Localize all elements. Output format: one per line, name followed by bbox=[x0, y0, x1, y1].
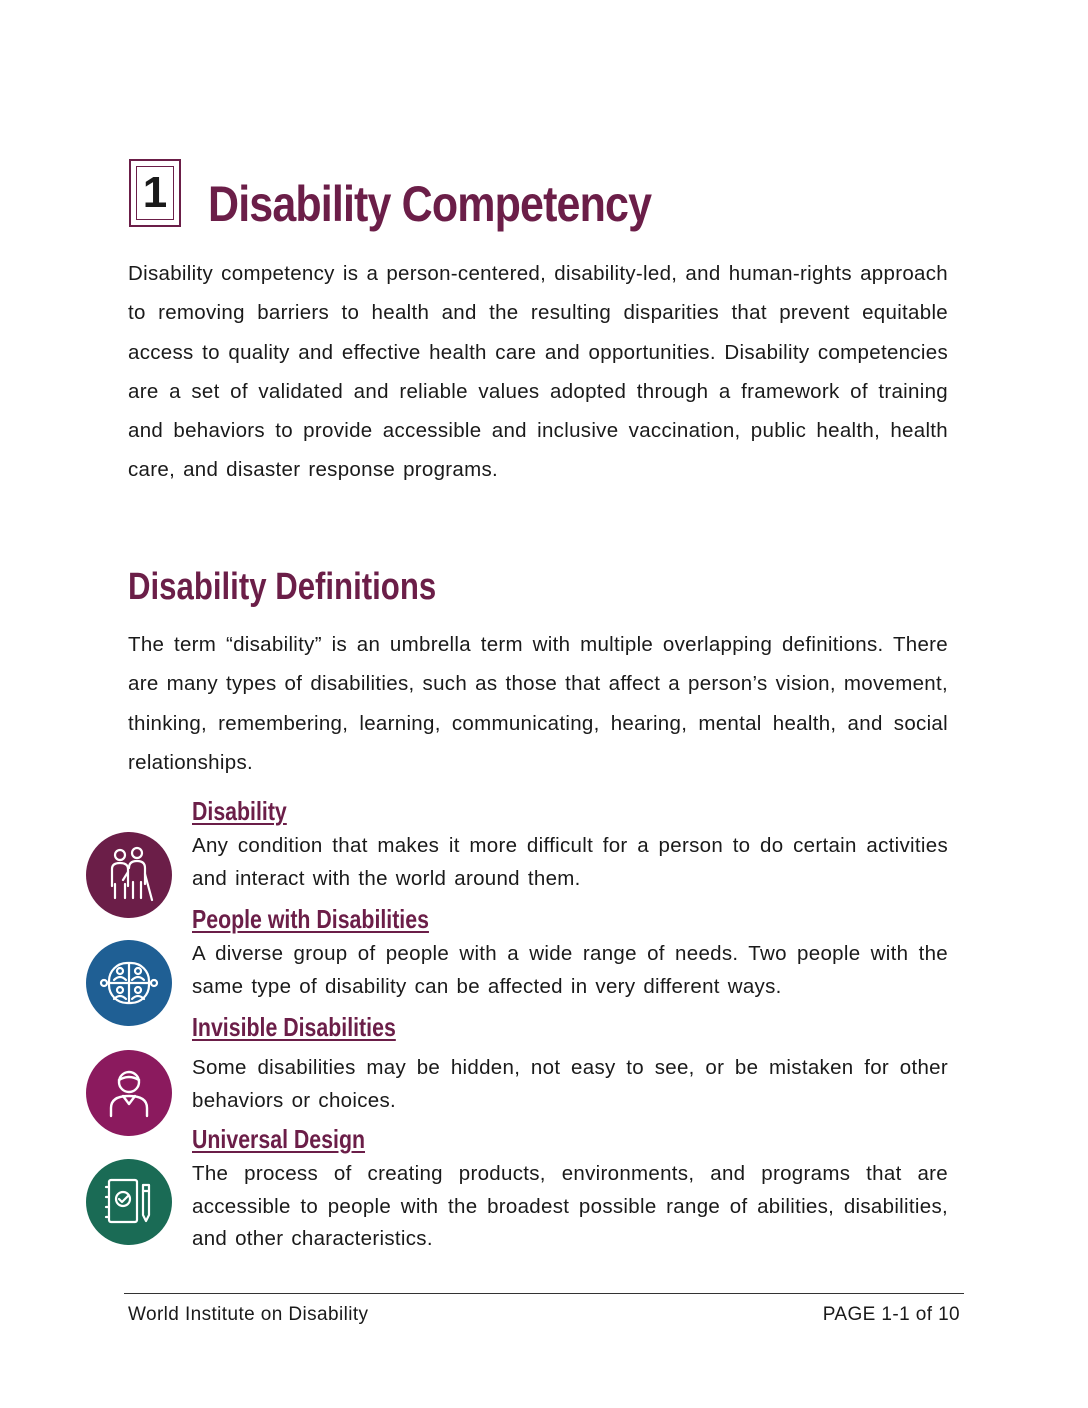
intro-paragraph: Disability competency is a person-centered, disability-led, and human-rights approach to removing barriers to health and the resulting disparities that prevent equitable access to quality and effective health care and opportunities. Disability competencies are a set of validated and reliable values adopted through a framework of training and behaviors to provide accessible and inclusive vaccination, public health, health care, and disaster response programs. bbox=[128, 262, 948, 482]
people-with-cane-icon bbox=[86, 832, 172, 918]
definition-term: Universal Design bbox=[192, 1124, 366, 1154]
footer-organization: World Institute on Disability bbox=[128, 1304, 369, 1325]
clipboard-pen-icon bbox=[86, 1159, 172, 1245]
chapter-number: 1 bbox=[142, 168, 168, 217]
definitions-intro-paragraph: The term “disability” is an umbrella term with multiple overlapping definitions. There are many types of disabilities, such as those that affect a person’s vision, movement, thinking, remembering, learning, communicating, hearing, mental health, and social relationships. bbox=[128, 633, 948, 774]
definition-term: People with Disabilities bbox=[192, 904, 429, 934]
definition-term: Invisible Disabilities bbox=[192, 1012, 396, 1042]
group-circle-icon bbox=[86, 940, 172, 1026]
section-heading: Disability Definitions bbox=[128, 566, 437, 608]
definition-text: Any condition that makes it more difficult for a person to do certain activities and interact with the world around them. bbox=[192, 834, 948, 890]
page-title: Disability Competency bbox=[208, 176, 652, 232]
definition-term: Disability bbox=[192, 796, 287, 826]
definition-text: Some disabilities may be hidden, not easy to see, or be mistaken for other behaviors or choices. bbox=[192, 1056, 948, 1112]
definition-text: A diverse group of people with a wide range of needs. Two people with the same type of disability can be affected in very different ways. bbox=[192, 942, 948, 998]
footer-divider bbox=[124, 1293, 964, 1294]
chapter-number-box bbox=[129, 159, 181, 227]
footer-page-number: PAGE 1-1 of 10 bbox=[822, 1304, 960, 1325]
definition-text: The process of creating products, environments, and programs that are accessible to people with the broadest possible range of abilities, disabilities, and other characteristics. bbox=[192, 1162, 948, 1250]
person-icon bbox=[86, 1050, 172, 1136]
